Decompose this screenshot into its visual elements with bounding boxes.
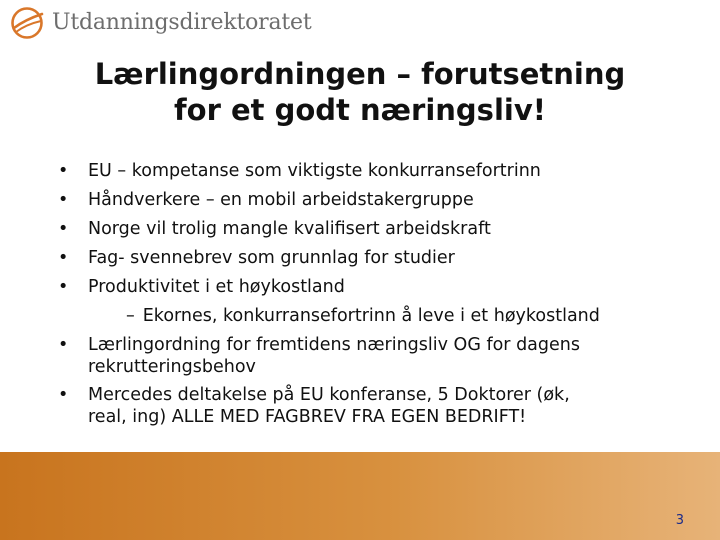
utdanningsdirektoratet-logo-icon: [10, 6, 44, 40]
bullet-item-2: [56, 186, 676, 215]
slide-title-line-1: Lærlingordningen – forutsetning: [94, 57, 626, 91]
slide-content: [56, 157, 676, 431]
bullet-icon: •: [58, 248, 69, 268]
bullet-text-6-line-1: Lærlingordning for fremtidens næringsliv OG for dagens: [88, 335, 580, 355]
footer-band: [0, 452, 720, 540]
dash-icon: –: [126, 306, 135, 326]
bullet-text-1: EU – kompetanse som viktigste konkurransefortrinn: [88, 161, 541, 181]
bullet-icon: •: [58, 190, 69, 210]
bullet-item-3: [56, 215, 676, 244]
bullet-text-7-line-1: Mercedes deltakelse på EU konferanse, 5 Doktorer (øk,: [88, 385, 570, 405]
bullet-item-6: [56, 331, 676, 381]
bullet-text-6-line-2: rekrutteringsbehov: [88, 357, 256, 377]
bullet-icon: •: [58, 335, 69, 355]
bullet-text-4: Fag- svennebrev som grunnlag for studier: [88, 248, 455, 268]
brand-name: Utdanningsdirektoratet: [52, 10, 312, 35]
bullet-text-7: [88, 381, 676, 431]
slide-title: [30, 56, 690, 128]
bullet-icon: •: [58, 161, 69, 181]
bullet-item-1: [56, 157, 676, 186]
bullet-item-4: [56, 244, 676, 273]
bullet-icon: •: [58, 385, 69, 405]
sub-bullet-text: Ekornes, konkurransefortrinn å leve i et høykostland: [142, 306, 600, 326]
bullet-list: [56, 157, 676, 431]
bullet-text-6: [88, 331, 676, 381]
bullet-icon: •: [58, 277, 69, 297]
bullet-icon: •: [58, 219, 69, 239]
bullet-text-5: Produktivitet i et høykostland: [88, 277, 345, 297]
slide-title-line-2: for et godt næringsliv!: [174, 93, 546, 127]
bullet-text-3: Norge vil trolig mangle kvalifisert arbeidskraft: [88, 219, 491, 239]
page-number: 3: [675, 513, 684, 528]
bullet-text-7-line-2: real, ing) ALLE MED FAGBREV FRA EGEN BEDRIFT!: [88, 407, 527, 427]
header: [0, 0, 720, 48]
bullet-text-2: Håndverkere – en mobil arbeidstakergruppe: [88, 190, 474, 210]
sub-bullet-item: [56, 302, 676, 331]
bullet-item-5: [56, 273, 676, 302]
bullet-item-7: [56, 381, 676, 431]
